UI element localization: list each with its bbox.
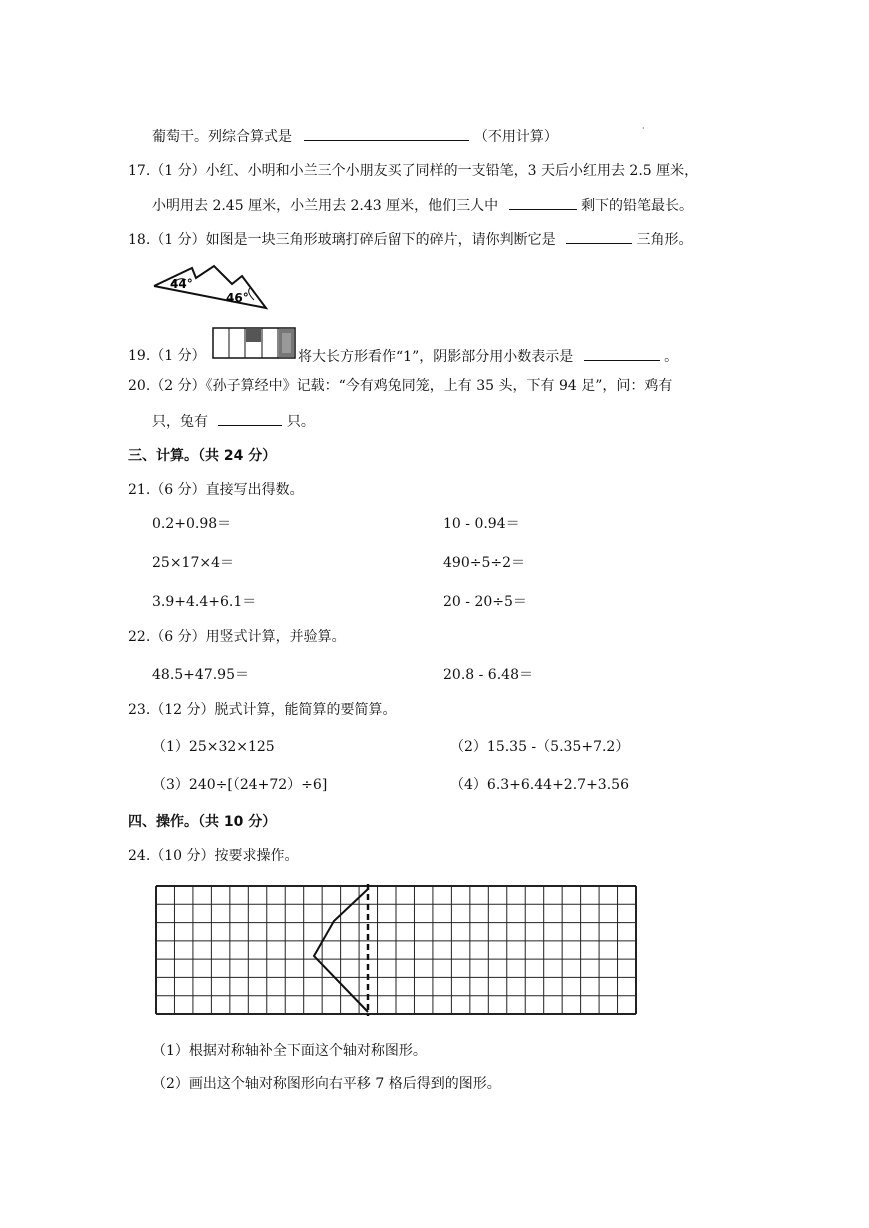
calc-item: 25×17×4＝ [152,555,234,571]
calc-item: 0.2+0.98＝ [152,516,232,532]
calc-item: 3.9+4.4+6.1＝ [152,594,257,610]
angle-label-46: 46° [226,291,249,305]
answer-blank-20[interactable] [218,411,282,426]
question-22: 22.（6 分）用竖式计算，并验算。 [128,629,346,645]
glass-fragment-figure [150,262,270,314]
rectangle-fraction-figure [212,327,296,359]
question-17: 17.（1 分）小红、小明和小兰三个小朋友买了同样的一支铅笔，3 天后小红用去 2.5 厘米， [128,163,699,179]
section-3-title: 三、计算。（共 24 分） [128,448,277,464]
calc-item: 490÷5÷2＝ [443,555,525,571]
question-21: 21.（6 分）直接写出得数。 [128,482,304,498]
calc-item: 20 - 20÷5＝ [443,594,527,610]
answer-blank-17[interactable] [509,195,577,210]
question-17-line2: 小明用去 2.45 厘米，小兰用去 2.43 厘米，他们三人中 剩下的铅笔最长。 [152,195,693,216]
step-calc-item: （1）25×32×125 [152,739,275,755]
q24-sub2: （2）画出这个轴对称图形向右平移 7 格后得到的图形。 [152,1076,501,1092]
question-18: 18.（1 分）如图是一块三角形玻璃打碎后留下的碎片，请你判断它是 三角形。 [128,229,693,250]
symmetry-grid [154,884,638,1016]
answer-blank-18[interactable] [566,229,632,244]
step-calc-item: （3）240÷[（24+72）÷6] [152,777,328,793]
shaded-part-1 [246,329,261,342]
q16-continuation: 葡萄干。列综合算式是 （不用计算） [152,126,558,147]
stray-dot: · [642,124,645,133]
question-19-text: 将大长方形看作“1”，阴影部分用小数表示是 。 [298,346,678,367]
vertical-calc-item: 48.5+47.95＝ [152,667,249,683]
calc-item: 10 - 0.94＝ [443,516,520,532]
question-19-num: 19.（1 分） [128,348,206,364]
q24-sub1: （1）根据对称轴补全下面这个轴对称图形。 [152,1043,427,1059]
question-20-line2: 只，兔有 只。 [152,411,315,432]
section-4-title: 四、操作。（共 10 分） [128,814,277,830]
answer-blank-19[interactable] [584,346,660,361]
question-24: 24.（10 分）按要求操作。 [128,848,299,864]
step-calc-item: （2）15.35 -（5.35+7.2） [450,739,630,755]
answer-blank-16[interactable] [304,126,469,141]
angle-label-44: 44° [170,277,193,291]
step-calc-item: （4）6.3+6.44+2.7+3.56 [450,777,629,793]
shaded-inner [282,333,291,353]
question-20: 20.（2 分）《孙子算经中》记载：“今有鸡兔同笼，上有 35 头，下有 94 足”，问：鸡有 [128,378,673,394]
vertical-calc-item: 20.8 - 6.48＝ [443,667,533,683]
grid-lines [156,886,636,1014]
question-23: 23.（12 分）脱式计算，能简算的要简算。 [128,702,397,718]
